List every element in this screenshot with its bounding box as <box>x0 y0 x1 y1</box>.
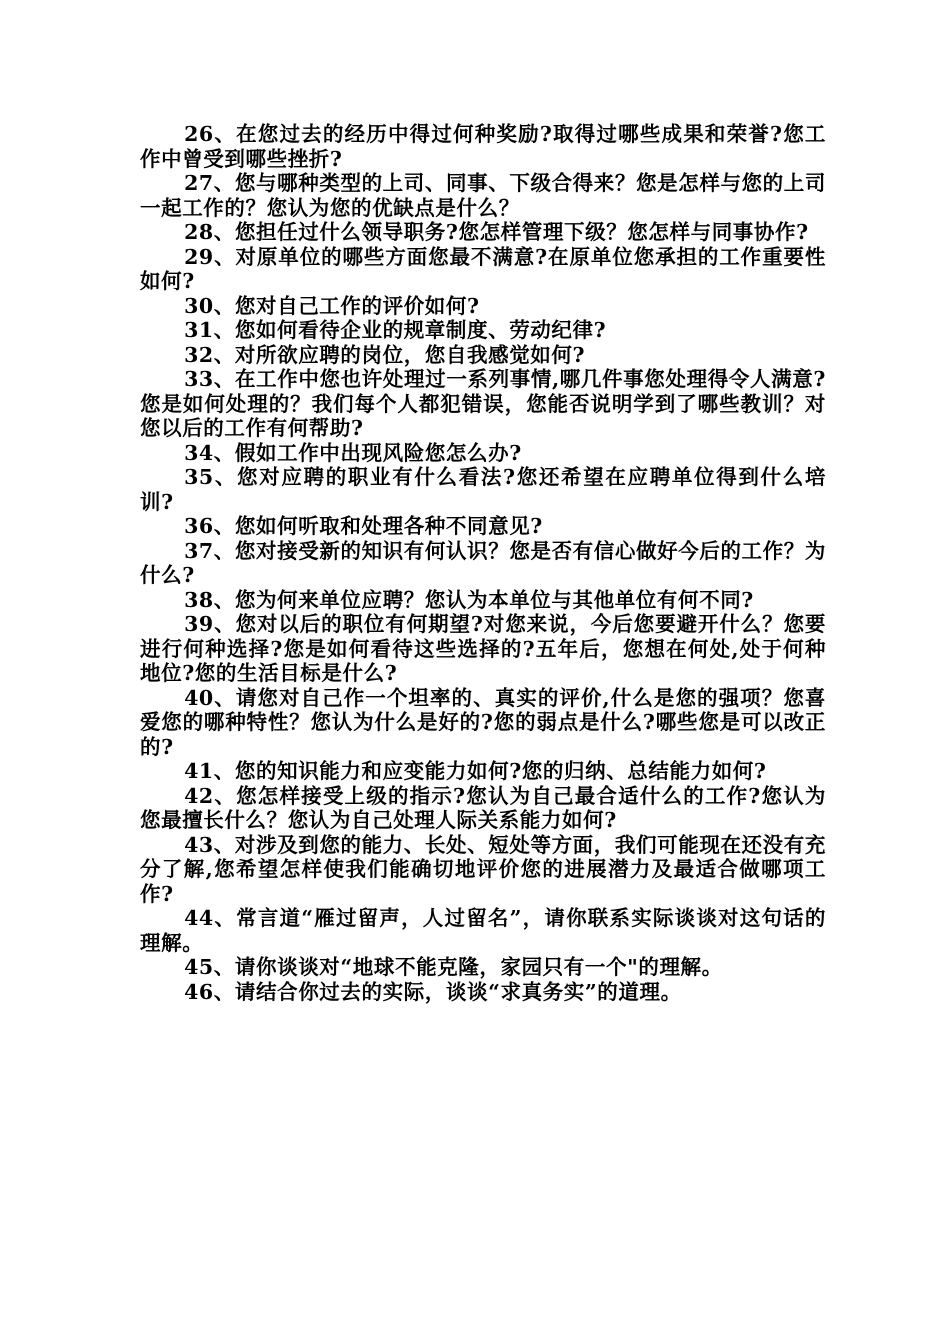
question-43: 43、对涉及到您的能力、长处、短处等方面，我们可能现在还没有充分了解,您希望怎样使我们能确切地评价您的进展潜力及最适合做哪项工作? <box>140 832 826 906</box>
question-28: 28、您担任过什么领导职务?您怎样管理下级？您怎样与同事协作? <box>184 220 809 244</box>
question-41: 41、您的知识能力和应变能力如何?您的归纳、总结能力如何? <box>184 759 767 783</box>
question-46: 46、请结合你过去的实际，谈谈“求真务实”的道理。 <box>184 979 682 1004</box>
question-33: 33、在工作中您也许处理过一系列事情,哪几件事您处理得令人满意?您是如何处理的？我们每个人都犯错误，您能否说明学到了哪些教训？对您以后的工作有何帮助? <box>140 367 826 440</box>
question-44: 44、常言道“雁过留声，人过留名”，请你联系实际谈谈对这句话的理解。 <box>140 906 826 955</box>
question-32: 32、对所欲应聘的岗位，您自我感觉如何? <box>184 342 586 367</box>
question-37: 37、您对接受新的知识有何认识？您是否有信心做好今后的工作？为什么? <box>140 538 826 587</box>
question-26: 26、在您过去的经历中得过何种奖励?取得过哪些成果和荣誉?您工作中曾受到哪些挫折? <box>140 122 826 171</box>
question-42: 42、您怎样接受上级的指示?您认为自己最合适什么的工作?您认为您最擅长什么？您认为自己处理人际关系能力如何? <box>140 783 826 832</box>
question-40: 40、请您对自己作一个坦率的、真实的评价,什么是您的强项？您喜爱您的哪种特性？您认为什么是好的?您的弱点是什么?哪些您是可以改正的? <box>140 685 826 759</box>
question-38: 38、您为何来单位应聘？您认为本单位与其他单位有何不同? <box>184 587 754 612</box>
question-27: 27、您与哪种类型的上司、同事、下级合得来？您是怎样与您的上司一起工作的？您认为您的优缺点是什么？ <box>140 171 826 220</box>
question-29: 29、对原单位的哪些方面您最不满意?在原单位您承担的工作重要性如何? <box>140 244 826 293</box>
document-body <box>140 122 826 1004</box>
question-39: 39、您对以后的职位有何期望?对您来说，今后您要避开什么？您要进行何种选择?您是如何看待这些选择的?五年后，您想在何处,处于何种地位?您的生活目标是什么? <box>140 612 826 685</box>
question-34: 34、假如工作中出现风险您怎么办? <box>184 440 522 465</box>
question-45: 45、请你谈谈对“地球不能克隆，家园只有一个"的理解。 <box>184 955 723 979</box>
question-36: 36、您如何听取和处理各种不同意见? <box>184 514 543 538</box>
question-31: 31、您如何看待企业的规章制度、劳动纪律? <box>184 318 607 342</box>
question-30: 30、您对自己工作的评价如何? <box>184 293 480 318</box>
question-35: 35、您对应聘的职业有什么看法?您还希望在应聘单位得到什么培训? <box>140 465 826 514</box>
